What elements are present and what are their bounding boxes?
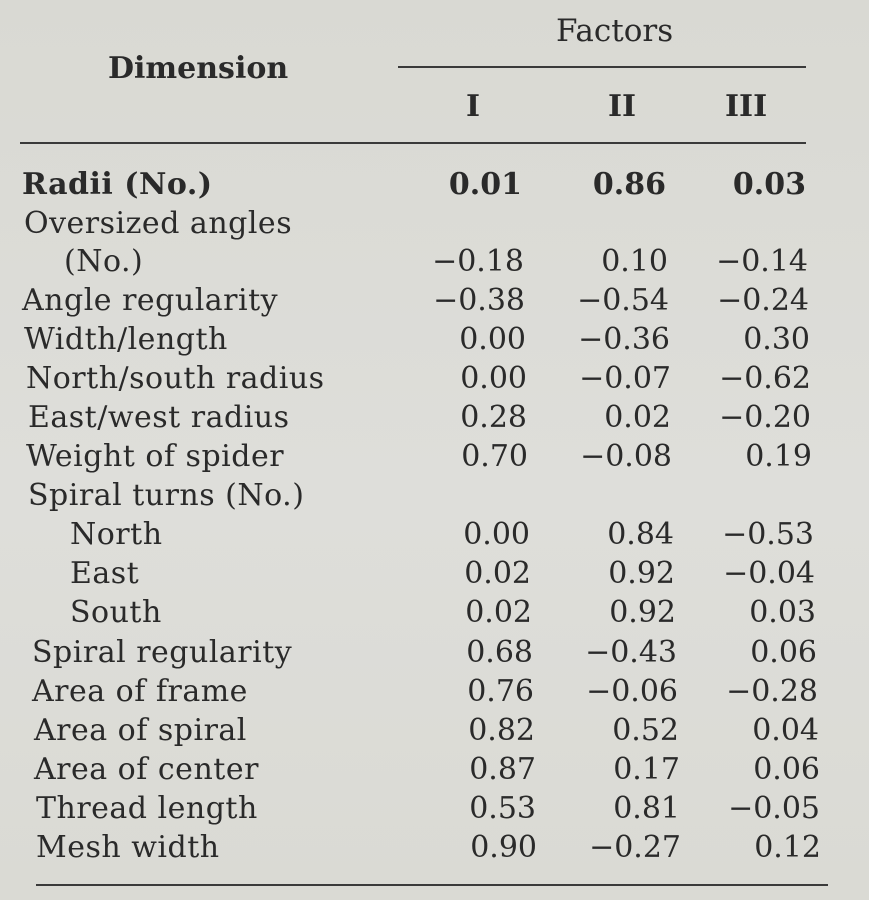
row-label: Area of center <box>34 752 259 787</box>
cell-factor-iii: 0.04 <box>752 713 819 748</box>
cell-factor-i: 0.68 <box>466 635 533 670</box>
cell-factor-iii: −0.14 <box>716 244 808 279</box>
cell-factor-iii: −0.20 <box>719 400 811 435</box>
cell-factor-iii: 0.06 <box>753 752 820 787</box>
row-label: (No.) <box>64 244 144 279</box>
cell-factor-iii: −0.62 <box>719 361 811 396</box>
cell-factor-i: 0.00 <box>459 322 526 357</box>
cell-factor-i: 0.00 <box>463 517 530 552</box>
cell-factor-i: 0.82 <box>468 713 535 748</box>
row-label: Area of frame <box>32 674 248 709</box>
cell-factor-i: −0.38 <box>433 283 525 318</box>
cell-factor-iii: −0.28 <box>726 674 818 709</box>
cell-factor-ii: 0.02 <box>604 400 671 435</box>
cell-factor-i: 0.70 <box>461 439 528 474</box>
cell-factor-iii: −0.24 <box>717 283 809 318</box>
row-label: Thread length <box>36 791 258 826</box>
cell-factor-iii: −0.53 <box>722 517 814 552</box>
cell-factor-ii: 0.17 <box>613 752 680 787</box>
cell-factor-iii: 0.19 <box>745 439 812 474</box>
row-label: Oversized angles <box>24 206 293 241</box>
row-label: Radii (No.) <box>22 167 213 202</box>
row-label: East/west radius <box>28 400 290 435</box>
column-header-ii: II <box>608 89 637 124</box>
cell-factor-i: 0.28 <box>460 400 527 435</box>
factors-header: Factors <box>556 13 674 49</box>
row-label: Width/length <box>24 322 228 357</box>
row-label: South <box>70 595 162 630</box>
cell-factor-iii: 0.12 <box>754 830 821 865</box>
cell-factor-i: 0.01 <box>448 167 522 202</box>
row-label: Weight of spider <box>26 439 285 474</box>
cell-factor-ii: −0.43 <box>585 635 677 670</box>
bottom-rule <box>36 884 828 886</box>
cell-factor-i: 0.90 <box>470 830 537 865</box>
cell-factor-ii: 0.81 <box>613 791 680 826</box>
cell-factor-iii: 0.03 <box>732 167 806 202</box>
cell-factor-ii: −0.08 <box>580 439 672 474</box>
factors-rule <box>398 66 806 68</box>
cell-factor-ii: 0.86 <box>592 167 666 202</box>
cell-factor-iii: −0.04 <box>723 556 815 591</box>
cell-factor-iii: 0.30 <box>743 322 810 357</box>
cell-factor-ii: −0.36 <box>578 322 670 357</box>
cell-factor-iii: 0.03 <box>749 595 816 630</box>
row-label: East <box>70 556 140 591</box>
cell-factor-i: 0.53 <box>469 791 536 826</box>
cell-factor-ii: −0.54 <box>577 283 669 318</box>
cell-factor-ii: 0.10 <box>601 244 668 279</box>
cell-factor-i: 0.02 <box>464 556 531 591</box>
column-header-iii: III <box>725 89 768 124</box>
cell-factor-i: 0.00 <box>460 361 527 396</box>
cell-factor-ii: −0.27 <box>589 830 681 865</box>
cell-factor-ii: 0.84 <box>607 517 674 552</box>
dimension-header: Dimension <box>108 51 289 86</box>
cell-factor-ii: 0.92 <box>608 556 675 591</box>
cell-factor-ii: 0.92 <box>609 595 676 630</box>
cell-factor-ii: 0.52 <box>612 713 679 748</box>
row-label: Spiral turns (No.) <box>28 478 305 513</box>
cell-factor-i: 0.76 <box>467 674 534 709</box>
cell-factor-i: −0.18 <box>432 244 524 279</box>
cell-factor-ii: −0.07 <box>579 361 671 396</box>
row-label: Spiral regularity <box>32 635 293 670</box>
cell-factor-i: 0.02 <box>465 595 532 630</box>
cell-factor-iii: −0.05 <box>728 791 820 826</box>
header-rule <box>20 142 806 144</box>
column-header-i: I <box>466 89 481 124</box>
row-label: Area of spiral <box>34 713 247 748</box>
cell-factor-i: 0.87 <box>469 752 536 787</box>
cell-factor-ii: −0.06 <box>586 674 678 709</box>
cell-factor-iii: 0.06 <box>750 635 817 670</box>
row-label: North/south radius <box>26 361 325 396</box>
row-label: Angle regularity <box>22 283 279 318</box>
row-label: Mesh width <box>36 830 220 865</box>
row-label: North <box>70 517 163 552</box>
